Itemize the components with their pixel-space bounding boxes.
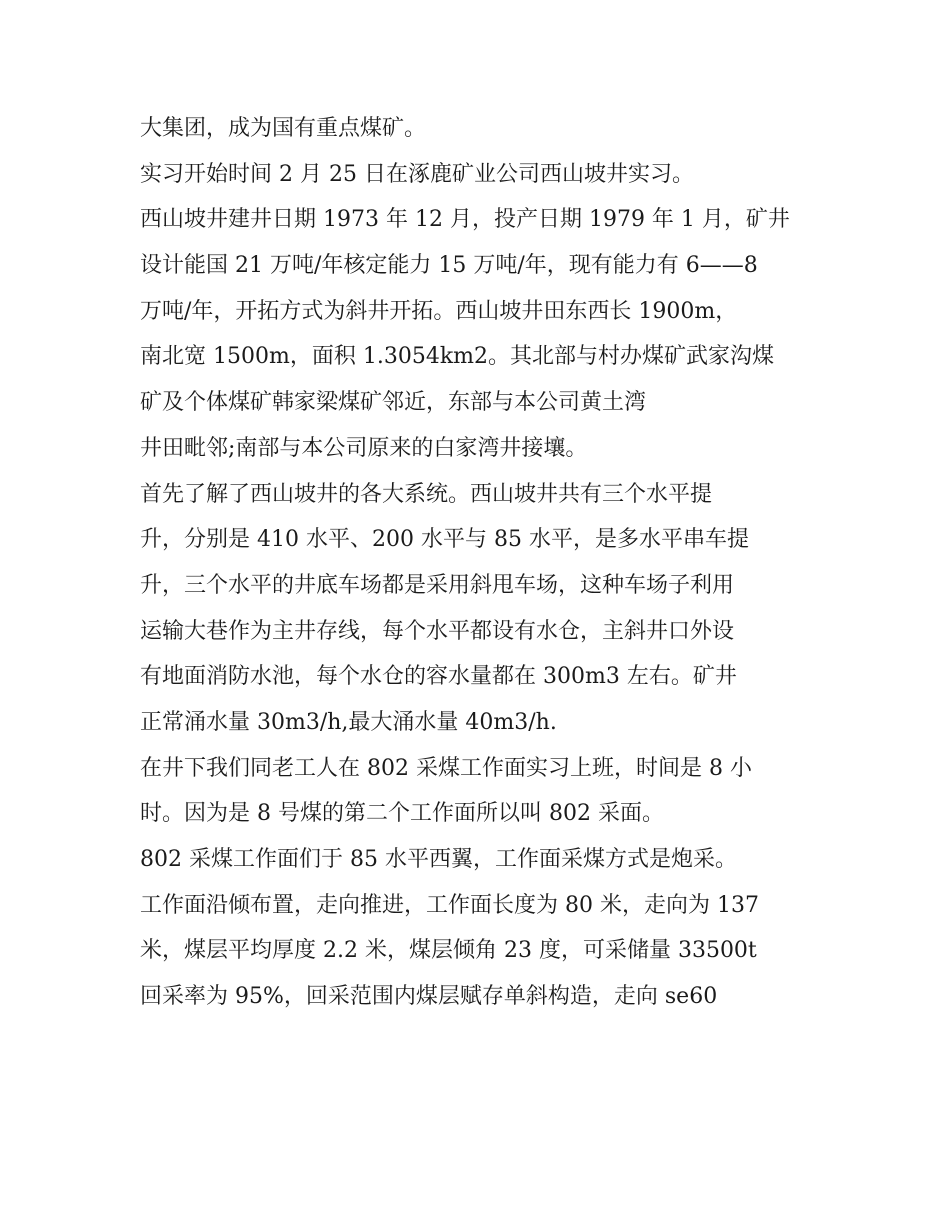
text-line: 在井下我们同老工人在 802 采煤工作面实习上班，时间是 8 小 — [140, 755, 752, 781]
text-line: 矿及个体煤矿韩家梁煤矿邻近，东部与本公司黄土湾 — [140, 390, 647, 416]
text-line: 正常涌水量 30m3/h,最大涌水量 40m3/h. — [140, 709, 557, 735]
text-line: 运输大巷作为主井存线，每个水平都设有水仓，主斜井口外设 — [140, 618, 735, 644]
text-line: 米，煤层平均厚度 2.2 米，煤层倾角 23 度，可采储量 33500t — [140, 938, 757, 964]
text-line: 升，三个水平的井底车场都是采用斜甩车场，这种车场子利用 — [140, 572, 735, 598]
text-line: 设计能国 21 万吨/年核定能力 15 万吨/年，现有能力有 6——8 — [140, 253, 758, 279]
text-line: 井田毗邻;南部与本公司原来的白家湾井接壤。 — [140, 435, 588, 461]
text-line: 实习开始时间 2 月 25 日在涿鹿矿业公司西山坡井实习。 — [140, 161, 694, 187]
text-line: 南北宽 1500m，面积 1.3054km2。其北部与村办煤矿武家沟煤 — [140, 344, 775, 370]
text-line: 万吨/年，开拓方式为斜井开拓。西山坡井田东西长 1900m， — [140, 298, 738, 324]
text-line: 有地面消防水池，每个水仓的容水量都在 300m3 左右。矿井 — [140, 664, 737, 690]
text-line: 首先了解了西山坡井的各大系统。西山坡井共有三个水平提 — [140, 481, 713, 507]
text-line: 802 采煤工作面们于 85 水平西翼，工作面采煤方式是炮采。 — [140, 847, 737, 872]
body-text — [140, 106, 830, 1020]
text-line: 回采率为 95%，回采范围内煤层赋存单斜构造，走向 se60 — [140, 984, 718, 1010]
text-line: 大集团，成为国有重点煤矿。 — [140, 116, 427, 141]
text-line: 工作面沿倾布置，走向推进，工作面长度为 80 米，走向为 137 — [140, 892, 759, 918]
text-line: 升，分别是 410 水平、200 水平与 85 水平，是多水平串车提 — [140, 527, 749, 553]
text-line: 西山坡井建井日期 1973 年 12 月，投产日期 1979 年 1 月，矿井 — [140, 207, 790, 233]
text-line: 时。因为是 8 号煤的第二个工作面所以叫 802 采面。 — [140, 801, 664, 827]
